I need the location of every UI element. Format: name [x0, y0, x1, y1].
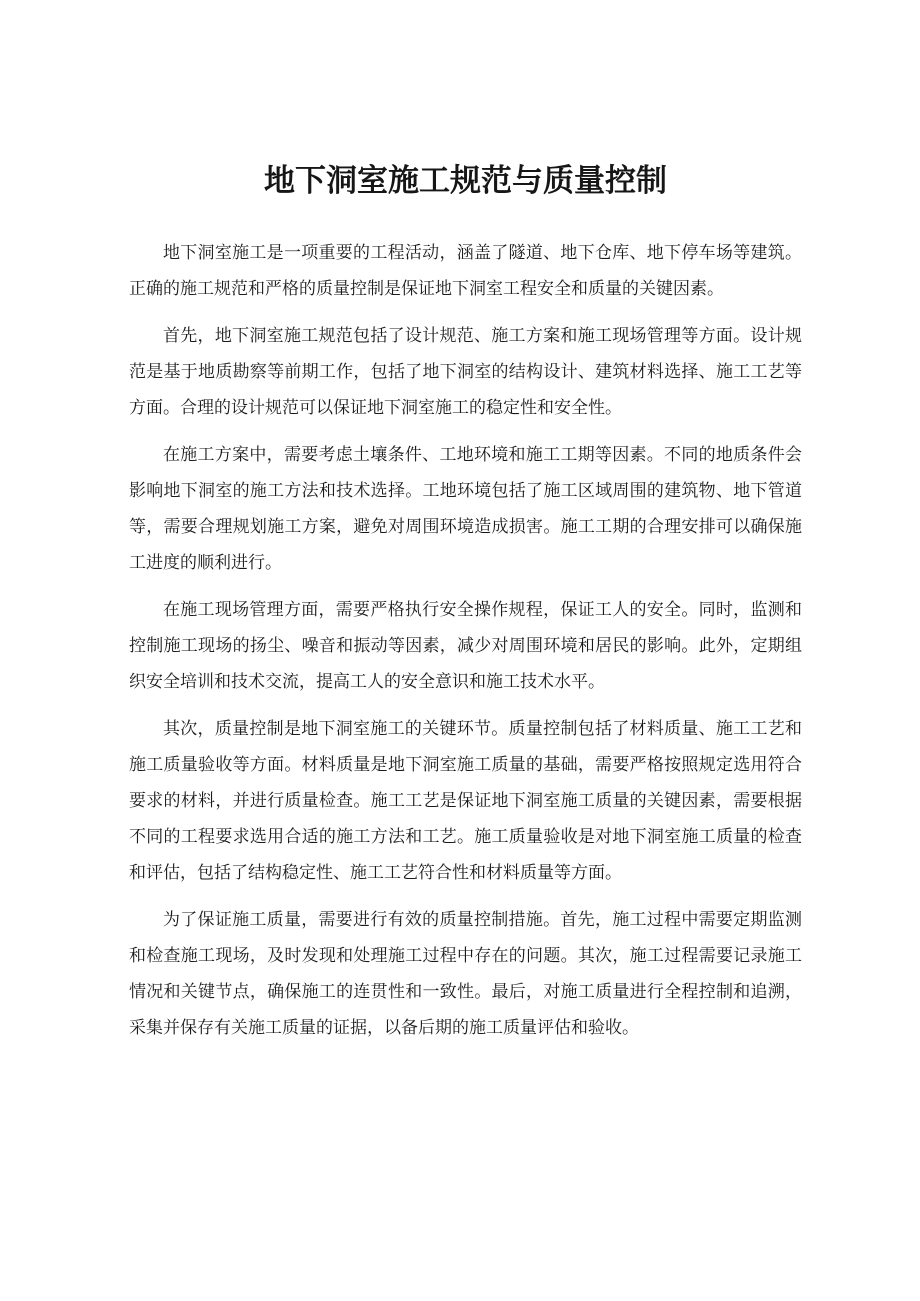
- paragraph-quality-measures: 为了保证施工质量，需要进行有效的质量控制措施。首先，施工过程中需要定期监测和检查施工现场，及时发现和处理施工过程中存在的问题。其次，施工过程需要记录施工情况和关键节点，确保施工的连贯性和一致性。最后，对施工质量进行全程控制和追溯，采集并保存有关施工质量的证据，以备后期的施工质量评估和验收。: [129, 910, 802, 1037]
- paragraph-site-management: 在施工现场管理方面，需要严格执行安全操作规程，保证工人的安全。同时，监测和控制施工现场的扬尘、噪音和振动等因素，减少对周围环境和居民的影响。此外，定期组织安全培训和技术交流，提高工人的安全意识和施工技术水平。: [129, 600, 802, 691]
- paragraph-quality-control: 其次，质量控制是地下洞室施工的关键环节。质量控制包括了材料质量、施工工艺和施工质量验收等方面。材料质量是地下洞室施工质量的基础，需要严格按照规定选用符合要求的材料，并进行质量检查。施工工艺是保证地下洞室施工质量的关键因素，需要根据不同的工程要求选用合适的施工方法和工艺。施工质量验收是对地下洞室施工质量的检查和评估，包括了结构稳定性、施工工艺符合性和材料质量等方面。: [129, 719, 802, 882]
- document-body: [129, 235, 802, 1046]
- paragraph-construction-plan: 在施工方案中，需要考虑土壤条件、工地环境和施工工期等因素。不同的地质条件会影响地下洞室的施工方法和技术选择。工地环境包括了施工区域周围的建筑物、地下管道等，需要合理规划施工方案，避免对周围环境造成损害。施工工期的合理安排可以确保施工进度的顺利进行。: [129, 445, 802, 572]
- paragraph-intro: 地下洞室施工是一项重要的工程活动，涵盖了隧道、地下仓库、地下停车场等建筑。正确的施工规范和严格的质量控制是保证地下洞室工程安全和质量的关键因素。: [129, 243, 802, 298]
- paragraph-design-specs: 首先，地下洞室施工规范包括了设计规范、施工方案和施工现场管理等方面。设计规范是基于地质勘察等前期工作，包括了地下洞室的结构设计、建筑材料选择、施工工艺等方面。合理的设计规范可以保证地下洞室施工的稳定性和安全性。: [129, 326, 802, 417]
- document-content: [129, 0, 802, 1057]
- document-title: 地下洞室施工规范与质量控制: [264, 163, 667, 198]
